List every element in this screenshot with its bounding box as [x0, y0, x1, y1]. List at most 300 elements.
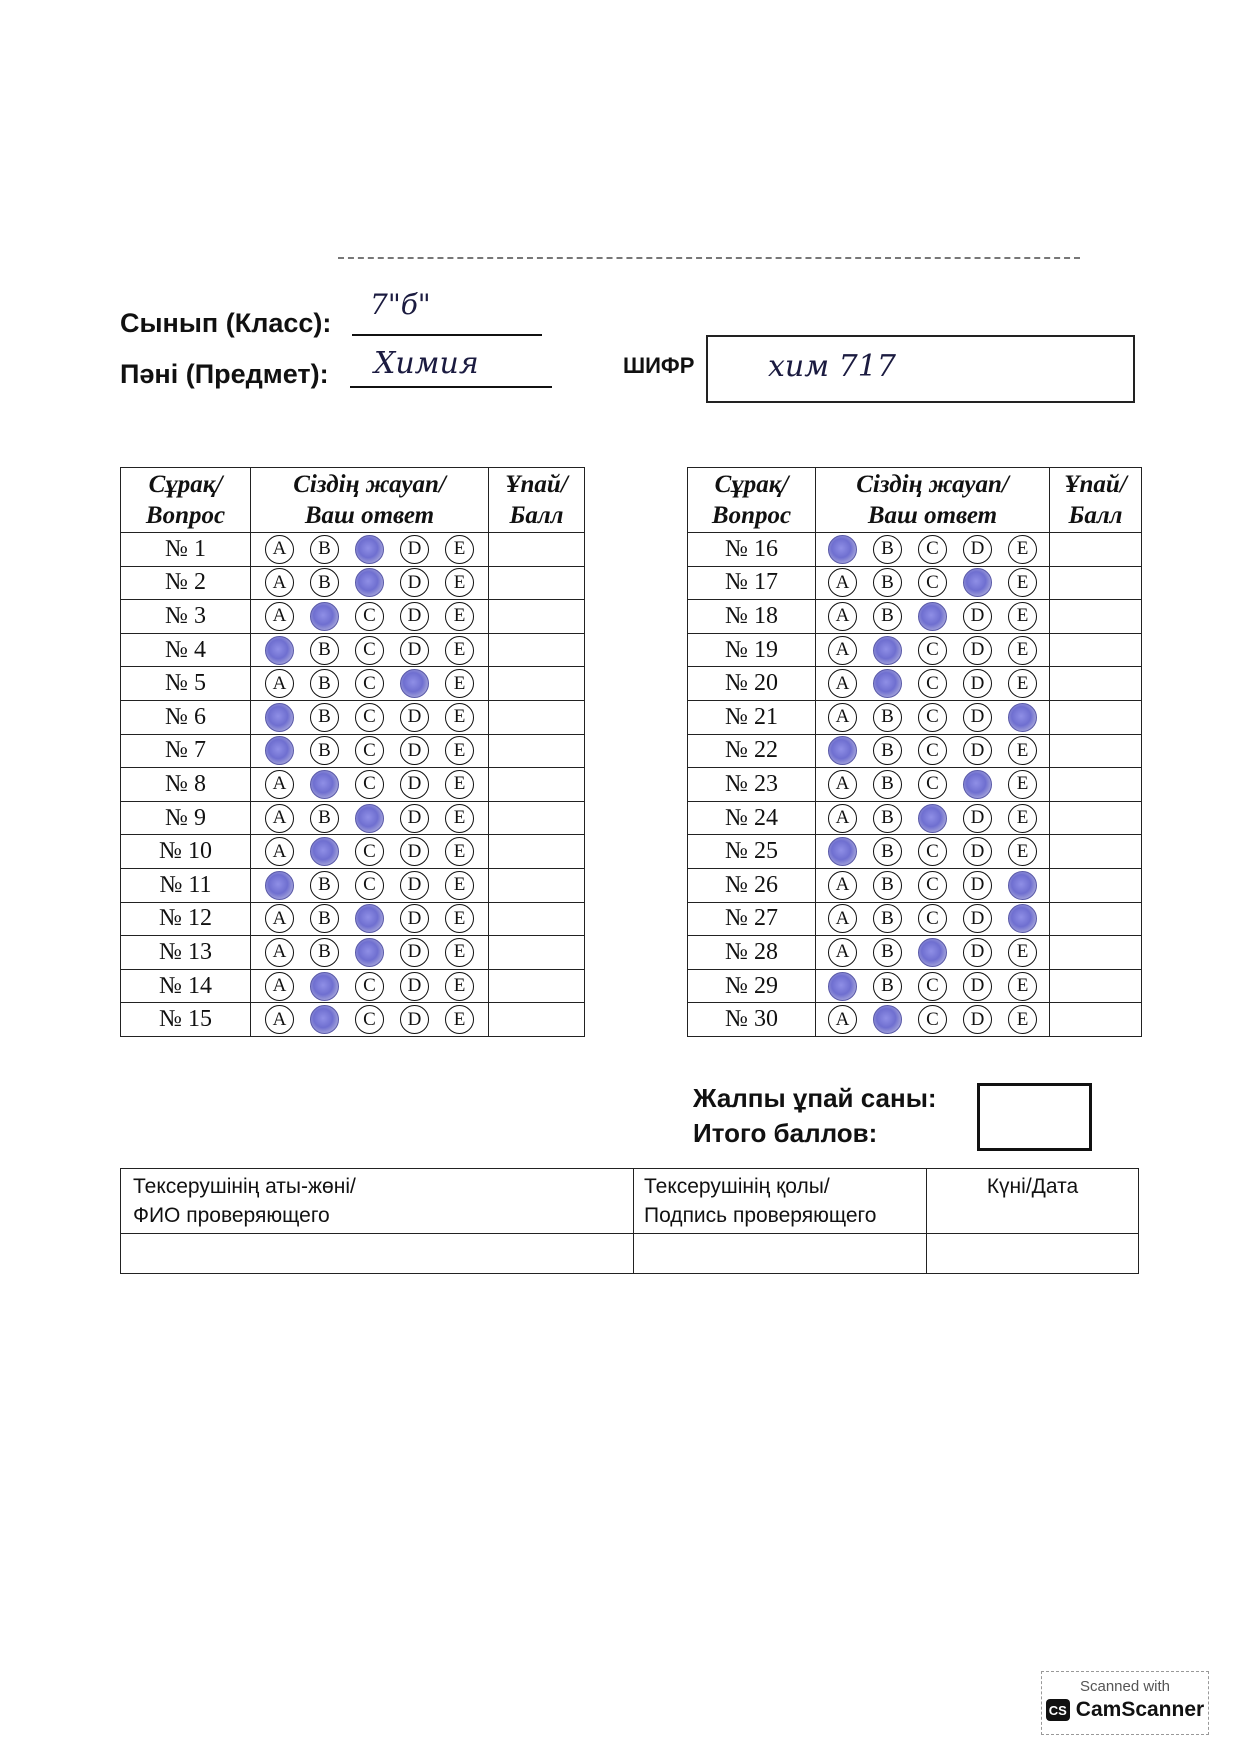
answer-row — [688, 902, 1142, 936]
option-bubble-b[interactable]: B — [310, 669, 339, 698]
option-bubble-e[interactable]: E — [445, 736, 474, 765]
score-cell[interactable] — [489, 768, 585, 802]
option-bubble-c[interactable]: C — [918, 904, 947, 933]
answer-table-left — [120, 467, 585, 1037]
option-bubble-d[interactable]: D — [400, 770, 429, 799]
question-number: № 25 — [688, 835, 816, 869]
option-bubble-d[interactable]: D — [963, 804, 992, 833]
option-bubble-d[interactable]: D — [963, 669, 992, 698]
option-bubble-b[interactable] — [310, 837, 339, 866]
option-bubble-b[interactable] — [873, 636, 902, 665]
score-cell[interactable] — [1050, 768, 1142, 802]
option-bubble-a[interactable] — [265, 871, 294, 900]
answer-options — [816, 902, 1050, 936]
option-bubble-a[interactable]: A — [265, 972, 294, 1001]
option-bubble-b[interactable]: B — [873, 837, 902, 866]
option-bubble-b[interactable]: B — [310, 871, 339, 900]
header-answer: Сіздің жауап/ Ваш ответ — [816, 468, 1050, 533]
cipher-value: хим 717 — [768, 349, 896, 384]
option-bubble-c[interactable]: C — [918, 535, 947, 564]
answer-options — [816, 868, 1050, 902]
option-bubble-d[interactable]: D — [400, 972, 429, 1001]
score-cell[interactable] — [489, 1003, 585, 1037]
answer-options — [816, 734, 1050, 768]
option-bubble-b[interactable] — [310, 1005, 339, 1034]
option-bubble-d[interactable]: D — [963, 535, 992, 564]
option-bubble-a[interactable]: A — [265, 669, 294, 698]
option-bubble-c[interactable] — [918, 602, 947, 631]
watermark-top-text: Scanned with — [1079, 1678, 1171, 1695]
answer-options — [251, 835, 489, 869]
option-bubble-c[interactable] — [355, 904, 384, 933]
option-bubble-a[interactable] — [828, 535, 857, 564]
score-cell[interactable] — [1050, 801, 1142, 835]
option-bubble-c[interactable]: C — [918, 636, 947, 665]
option-bubble-e[interactable]: E — [445, 871, 474, 900]
option-bubble-e[interactable]: E — [445, 904, 474, 933]
answer-row — [121, 700, 585, 734]
header-question: Сұрақ/ Вопрос — [121, 468, 251, 533]
option-bubble-e[interactable]: E — [445, 703, 474, 732]
answer-row — [121, 1003, 585, 1037]
option-bubble-b[interactable]: B — [873, 871, 902, 900]
option-bubble-d[interactable]: D — [400, 1005, 429, 1034]
option-bubble-a[interactable] — [265, 736, 294, 765]
reviewer-sign-header: Тексерушінің қолы/ Подпись проверяющего — [634, 1169, 927, 1234]
question-number: № 28 — [688, 936, 816, 970]
option-bubble-c[interactable] — [355, 568, 384, 597]
option-bubble-c[interactable]: C — [918, 568, 947, 597]
option-bubble-b[interactable]: B — [873, 804, 902, 833]
score-cell[interactable] — [489, 533, 585, 567]
option-bubble-e[interactable]: E — [1008, 1005, 1037, 1034]
answer-options — [251, 667, 489, 701]
answer-row — [688, 835, 1142, 869]
option-bubble-b[interactable] — [873, 1005, 902, 1034]
answer-row — [688, 801, 1142, 835]
question-number: № 9 — [121, 801, 251, 835]
option-bubble-e[interactable]: E — [445, 972, 474, 1001]
question-number: № 23 — [688, 768, 816, 802]
option-bubble-d[interactable] — [400, 669, 429, 698]
reviewer-name-header: Тексерушінің аты-жөні/ ФИО проверяющего — [121, 1169, 634, 1234]
option-bubble-c[interactable]: C — [355, 972, 384, 1001]
question-number: № 19 — [688, 633, 816, 667]
option-bubble-b[interactable]: B — [873, 770, 902, 799]
answer-options — [251, 969, 489, 1003]
option-bubble-d[interactable]: D — [963, 972, 992, 1001]
score-cell[interactable] — [489, 633, 585, 667]
option-bubble-d[interactable]: D — [400, 938, 429, 967]
option-bubble-c[interactable]: C — [355, 871, 384, 900]
option-bubble-b[interactable] — [310, 972, 339, 1001]
option-bubble-d[interactable]: D — [963, 602, 992, 631]
option-bubble-a[interactable]: A — [265, 1005, 294, 1034]
option-bubble-e[interactable]: E — [445, 535, 474, 564]
option-bubble-b[interactable]: B — [873, 904, 902, 933]
question-number: № 4 — [121, 633, 251, 667]
answer-options — [251, 633, 489, 667]
camscanner-watermark — [1041, 1671, 1209, 1735]
option-bubble-d[interactable]: D — [400, 837, 429, 866]
option-bubble-c[interactable]: C — [355, 669, 384, 698]
total-score-box[interactable] — [977, 1083, 1092, 1151]
question-number: № 30 — [688, 1003, 816, 1037]
answer-options — [816, 533, 1050, 567]
answer-row — [121, 902, 585, 936]
score-cell[interactable] — [489, 667, 585, 701]
option-bubble-e[interactable]: E — [445, 770, 474, 799]
question-number: № 3 — [121, 600, 251, 634]
option-bubble-d[interactable]: D — [400, 636, 429, 665]
option-bubble-e[interactable] — [1008, 871, 1037, 900]
option-bubble-d[interactable]: D — [963, 938, 992, 967]
score-cell[interactable] — [1050, 969, 1142, 1003]
answer-row — [688, 734, 1142, 768]
option-bubble-e[interactable]: E — [1008, 636, 1037, 665]
option-bubble-b[interactable]: B — [873, 972, 902, 1001]
answer-options — [251, 566, 489, 600]
answer-options — [251, 600, 489, 634]
option-bubble-b[interactable]: B — [873, 938, 902, 967]
option-bubble-c[interactable]: C — [355, 770, 384, 799]
option-bubble-d[interactable]: D — [400, 871, 429, 900]
option-bubble-d[interactable]: D — [963, 636, 992, 665]
option-bubble-e[interactable]: E — [1008, 736, 1037, 765]
class-underline — [352, 334, 542, 336]
option-bubble-c[interactable] — [918, 938, 947, 967]
score-cell[interactable] — [1050, 633, 1142, 667]
option-bubble-d[interactable]: D — [963, 736, 992, 765]
option-bubble-a[interactable]: A — [265, 602, 294, 631]
question-number: № 2 — [121, 566, 251, 600]
option-bubble-e[interactable]: E — [445, 837, 474, 866]
score-cell[interactable] — [1050, 566, 1142, 600]
class-label: Сынып (Класс): — [120, 308, 332, 338]
option-bubble-a[interactable] — [828, 837, 857, 866]
option-bubble-d[interactable]: D — [400, 703, 429, 732]
option-bubble-b[interactable]: B — [873, 703, 902, 732]
answer-row — [688, 868, 1142, 902]
score-cell[interactable] — [1050, 533, 1142, 567]
option-bubble-e[interactable]: E — [445, 669, 474, 698]
score-cell[interactable] — [1050, 700, 1142, 734]
option-bubble-c[interactable]: C — [355, 703, 384, 732]
option-bubble-a[interactable]: A — [265, 535, 294, 564]
option-bubble-d[interactable]: D — [963, 703, 992, 732]
option-bubble-e[interactable]: E — [445, 804, 474, 833]
header-question: Сұрақ/ Вопрос — [688, 468, 816, 533]
answer-row — [688, 566, 1142, 600]
option-bubble-c[interactable]: C — [355, 837, 384, 866]
option-bubble-a[interactable]: A — [828, 938, 857, 967]
option-bubble-a[interactable] — [828, 972, 857, 1001]
option-bubble-c[interactable]: C — [918, 1005, 947, 1034]
option-bubble-b[interactable]: B — [310, 804, 339, 833]
answer-row — [121, 868, 585, 902]
score-cell[interactable] — [489, 734, 585, 768]
answer-options — [816, 936, 1050, 970]
cipher-label: ШИФР — [623, 353, 695, 378]
option-bubble-a[interactable]: A — [828, 602, 857, 631]
question-number: № 8 — [121, 768, 251, 802]
question-number: № 24 — [688, 801, 816, 835]
option-bubble-a[interactable]: A — [828, 770, 857, 799]
option-bubble-a[interactable]: A — [828, 568, 857, 597]
option-bubble-a[interactable]: A — [828, 669, 857, 698]
option-bubble-a[interactable]: A — [265, 568, 294, 597]
answer-options — [251, 868, 489, 902]
answer-row — [121, 801, 585, 835]
option-bubble-e[interactable]: E — [1008, 602, 1037, 631]
score-cell[interactable] — [1050, 902, 1142, 936]
answer-row — [688, 936, 1142, 970]
question-number: № 21 — [688, 700, 816, 734]
option-bubble-c[interactable]: C — [918, 972, 947, 1001]
cut-line — [338, 257, 1080, 259]
option-bubble-a[interactable]: A — [265, 904, 294, 933]
question-number: № 15 — [121, 1003, 251, 1037]
score-cell[interactable] — [1050, 936, 1142, 970]
question-number: № 1 — [121, 533, 251, 567]
option-bubble-b[interactable]: B — [310, 904, 339, 933]
answer-row — [121, 533, 585, 567]
question-number: № 7 — [121, 734, 251, 768]
score-cell[interactable] — [489, 835, 585, 869]
option-bubble-b[interactable] — [310, 602, 339, 631]
answer-row — [121, 936, 585, 970]
answer-row — [688, 667, 1142, 701]
answer-options — [816, 600, 1050, 634]
option-bubble-a[interactable] — [265, 636, 294, 665]
total-label-kz: Жалпы ұпай саны: — [693, 1083, 937, 1113]
option-bubble-e[interactable]: E — [1008, 804, 1037, 833]
camscanner-logo-icon: CS — [1046, 1699, 1070, 1721]
score-cell[interactable] — [1050, 868, 1142, 902]
option-bubble-e[interactable] — [1008, 904, 1037, 933]
answer-row — [688, 700, 1142, 734]
answer-row — [121, 969, 585, 1003]
question-number: № 22 — [688, 734, 816, 768]
question-number: № 13 — [121, 936, 251, 970]
option-bubble-a[interactable]: A — [828, 804, 857, 833]
score-cell[interactable] — [489, 936, 585, 970]
score-cell[interactable] — [1050, 835, 1142, 869]
answer-options — [816, 969, 1050, 1003]
option-bubble-c[interactable] — [918, 804, 947, 833]
answer-options — [816, 667, 1050, 701]
watermark-name: CamScanner — [1075, 1698, 1205, 1721]
option-bubble-d[interactable]: D — [400, 602, 429, 631]
option-bubble-e[interactable]: E — [1008, 568, 1037, 597]
option-bubble-b[interactable]: B — [873, 736, 902, 765]
option-bubble-e[interactable]: E — [445, 1005, 474, 1034]
option-bubble-e[interactable]: E — [445, 636, 474, 665]
option-bubble-c[interactable]: C — [918, 871, 947, 900]
option-bubble-d[interactable]: D — [400, 568, 429, 597]
class-value[interactable]: 7"б" — [370, 288, 431, 321]
score-cell[interactable] — [489, 600, 585, 634]
option-bubble-a[interactable] — [265, 703, 294, 732]
header-score: Ұпай/ Балл — [1050, 468, 1142, 533]
option-bubble-c[interactable]: C — [918, 770, 947, 799]
answer-options — [251, 902, 489, 936]
subject-underline — [350, 386, 552, 388]
score-cell[interactable] — [1050, 600, 1142, 634]
option-bubble-a[interactable]: A — [265, 837, 294, 866]
answer-options — [251, 768, 489, 802]
reviewer-name-cell[interactable] — [121, 1234, 634, 1274]
score-cell[interactable] — [489, 801, 585, 835]
answer-row — [688, 533, 1142, 567]
answer-row — [688, 969, 1142, 1003]
option-bubble-c[interactable]: C — [355, 1005, 384, 1034]
option-bubble-a[interactable]: A — [828, 1005, 857, 1034]
answer-table-right — [687, 467, 1142, 1037]
answer-options — [251, 936, 489, 970]
question-number: № 17 — [688, 566, 816, 600]
date-cell[interactable] — [927, 1234, 1139, 1274]
reviewer-table — [120, 1168, 1139, 1274]
option-bubble-a[interactable]: A — [265, 770, 294, 799]
answer-row — [121, 768, 585, 802]
answer-options — [251, 1003, 489, 1037]
question-number: № 12 — [121, 902, 251, 936]
question-number: № 18 — [688, 600, 816, 634]
date-header: Күні/Дата — [927, 1169, 1139, 1234]
option-bubble-e[interactable]: E — [445, 938, 474, 967]
option-bubble-c[interactable]: C — [918, 736, 947, 765]
option-bubble-a[interactable] — [828, 736, 857, 765]
option-bubble-c[interactable] — [355, 804, 384, 833]
answer-options — [816, 1003, 1050, 1037]
option-bubble-c[interactable]: C — [918, 703, 947, 732]
option-bubble-c[interactable] — [355, 535, 384, 564]
answer-options — [251, 734, 489, 768]
option-bubble-e[interactable]: E — [1008, 837, 1037, 866]
answer-row — [121, 734, 585, 768]
option-bubble-b[interactable]: B — [873, 602, 902, 631]
answer-options — [816, 768, 1050, 802]
score-cell[interactable] — [489, 868, 585, 902]
subject-value[interactable]: Химия — [374, 346, 479, 381]
option-bubble-e[interactable]: E — [1008, 938, 1037, 967]
answer-row — [688, 600, 1142, 634]
subject-label: Пәні (Предмет): — [120, 359, 329, 389]
answer-row — [121, 600, 585, 634]
answer-row — [121, 835, 585, 869]
answer-row — [688, 1003, 1142, 1037]
answer-options — [816, 801, 1050, 835]
option-bubble-c[interactable]: C — [355, 736, 384, 765]
score-cell[interactable] — [489, 969, 585, 1003]
option-bubble-c[interactable]: C — [355, 602, 384, 631]
option-bubble-c[interactable]: C — [918, 669, 947, 698]
option-bubble-d[interactable]: D — [400, 535, 429, 564]
answer-options — [816, 700, 1050, 734]
answer-options — [816, 566, 1050, 600]
answer-row — [121, 566, 585, 600]
option-bubble-a[interactable]: A — [828, 871, 857, 900]
score-cell[interactable] — [1050, 1003, 1142, 1037]
option-bubble-d[interactable]: D — [963, 904, 992, 933]
option-bubble-d[interactable]: D — [400, 904, 429, 933]
option-bubble-b[interactable]: B — [310, 636, 339, 665]
option-bubble-a[interactable]: A — [265, 938, 294, 967]
answer-row — [688, 633, 1142, 667]
option-bubble-d[interactable]: D — [963, 1005, 992, 1034]
option-bubble-d[interactable]: D — [963, 837, 992, 866]
option-bubble-e[interactable]: E — [445, 602, 474, 631]
total-label-ru: Итого баллов: — [693, 1118, 878, 1148]
answer-row — [121, 667, 585, 701]
answer-options — [251, 801, 489, 835]
option-bubble-b[interactable]: B — [310, 736, 339, 765]
option-bubble-d[interactable] — [963, 770, 992, 799]
answer-options — [251, 700, 489, 734]
answer-options — [816, 633, 1050, 667]
option-bubble-b[interactable]: B — [310, 703, 339, 732]
option-bubble-e[interactable]: E — [1008, 535, 1037, 564]
score-cell[interactable] — [489, 902, 585, 936]
option-bubble-b[interactable]: B — [873, 568, 902, 597]
option-bubble-b[interactable] — [310, 770, 339, 799]
option-bubble-d[interactable]: D — [400, 804, 429, 833]
score-cell[interactable] — [489, 700, 585, 734]
question-number: № 14 — [121, 969, 251, 1003]
cipher-box[interactable] — [706, 335, 1135, 403]
option-bubble-e[interactable]: E — [1008, 972, 1037, 1001]
header-score: Ұпай/ Балл — [489, 468, 585, 533]
option-bubble-a[interactable]: A — [265, 804, 294, 833]
option-bubble-d[interactable] — [963, 568, 992, 597]
question-number: № 20 — [688, 667, 816, 701]
score-cell[interactable] — [489, 566, 585, 600]
reviewer-sign-cell[interactable] — [634, 1234, 927, 1274]
option-bubble-e[interactable]: E — [1008, 770, 1037, 799]
option-bubble-d[interactable]: D — [400, 736, 429, 765]
question-number: № 29 — [688, 969, 816, 1003]
option-bubble-c[interactable]: C — [918, 837, 947, 866]
option-bubble-a[interactable]: A — [828, 703, 857, 732]
score-cell[interactable] — [1050, 667, 1142, 701]
answer-options — [816, 835, 1050, 869]
answer-row — [688, 768, 1142, 802]
option-bubble-b[interactable]: B — [310, 535, 339, 564]
score-cell[interactable] — [1050, 734, 1142, 768]
option-bubble-e[interactable] — [1008, 703, 1037, 732]
option-bubble-c[interactable] — [355, 938, 384, 967]
question-number: № 16 — [688, 533, 816, 567]
option-bubble-a[interactable]: A — [828, 636, 857, 665]
option-bubble-b[interactable]: B — [873, 535, 902, 564]
question-number: № 6 — [121, 700, 251, 734]
question-number: № 5 — [121, 667, 251, 701]
header-answer: Сіздің жауап/ Ваш ответ — [251, 468, 489, 533]
option-bubble-c[interactable]: C — [355, 636, 384, 665]
option-bubble-b[interactable] — [873, 669, 902, 698]
option-bubble-b[interactable]: B — [310, 568, 339, 597]
question-number: № 10 — [121, 835, 251, 869]
question-number: № 11 — [121, 868, 251, 902]
option-bubble-e[interactable]: E — [445, 568, 474, 597]
option-bubble-a[interactable]: A — [828, 904, 857, 933]
option-bubble-e[interactable]: E — [1008, 669, 1037, 698]
question-number: № 26 — [688, 868, 816, 902]
option-bubble-d[interactable]: D — [963, 871, 992, 900]
answer-row — [121, 633, 585, 667]
option-bubble-b[interactable]: B — [310, 938, 339, 967]
